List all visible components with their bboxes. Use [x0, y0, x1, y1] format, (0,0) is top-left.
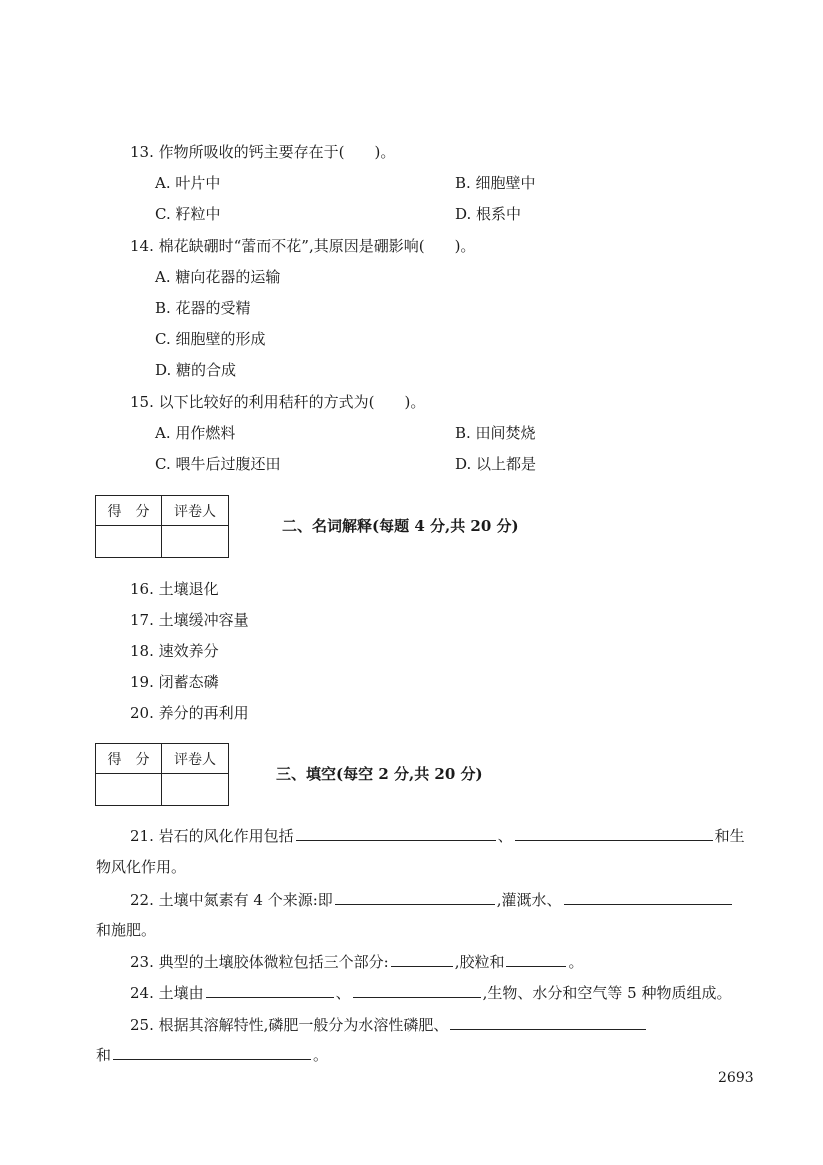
question-14-option-d: D. 糖的合成 — [155, 361, 237, 379]
question-15-option-a: A. 用作燃料 — [155, 424, 236, 442]
fill-question-24 — [130, 983, 732, 1003]
fill-question-23 — [130, 952, 583, 972]
question-14-option-b: B. 花器的受精 — [155, 299, 251, 317]
page-number: 2693 — [718, 1070, 754, 1086]
fill-question-21 — [130, 826, 745, 846]
question-13-option-c: C. 籽粒中 — [155, 205, 221, 223]
score-cell[interactable] — [96, 774, 162, 806]
answer-blank[interactable] — [506, 952, 566, 967]
answer-blank[interactable] — [335, 890, 495, 905]
question-15-option-c: C. 喂牛后过腹还田 — [155, 455, 281, 473]
question-15-option-b: B. 田间焚烧 — [455, 424, 536, 442]
section-3-title: 三、填空(每空 2 分,共 20 分) — [276, 765, 483, 783]
question-15-option-d: D. 以上都是 — [455, 455, 537, 473]
score-label: 得 分 — [96, 744, 162, 774]
q22-continuation: 和施肥。 — [96, 921, 157, 939]
grader-label: 评卷人 — [162, 744, 229, 774]
answer-blank[interactable] — [450, 1015, 646, 1030]
q24-sep: 、 — [335, 984, 351, 1002]
question-13-option-d: D. 根系中 — [455, 205, 522, 223]
answer-blank[interactable] — [391, 952, 453, 967]
question-14-option-a: A. 糖向花器的运输 — [155, 268, 281, 286]
fill-question-25-continuation — [96, 1045, 328, 1065]
grader-cell[interactable] — [162, 774, 229, 806]
term-item: 20. 养分的再利用 — [130, 704, 249, 722]
q21-continuation: 物风化作用。 — [96, 858, 187, 876]
q22-sep: ,灌溉水、 — [496, 891, 562, 909]
answer-blank[interactable] — [296, 826, 496, 841]
fill-question-22 — [130, 890, 734, 910]
section-2-title: 二、名词解释(每题 4 分,共 20 分) — [282, 517, 519, 535]
q22-text: 22. 土壤中氮素有 4 个来源:即 — [130, 891, 333, 909]
score-cell[interactable] — [96, 526, 162, 558]
q23-sep: ,胶粒和 — [454, 953, 505, 971]
term-item: 17. 土壤缓冲容量 — [130, 611, 249, 629]
answer-blank[interactable] — [206, 983, 334, 998]
fill-question-25 — [130, 1015, 648, 1035]
term-item: 16. 土壤退化 — [130, 580, 219, 598]
question-15-stem: 15. 以下比较好的利用秸秆的方式为( )。 — [130, 393, 426, 411]
q21-sep: 、 — [497, 827, 513, 845]
q21-tail: 和生 — [714, 827, 745, 845]
question-13-option-a: A. 叶片中 — [155, 174, 221, 192]
grader-cell[interactable] — [162, 526, 229, 558]
score-table-section-2 — [95, 495, 229, 558]
q23-end: 。 — [568, 953, 584, 971]
q23-text: 23. 典型的土壤胶体微粒包括三个部分: — [130, 953, 389, 971]
q25-end: 。 — [313, 1046, 329, 1064]
grader-label: 评卷人 — [162, 496, 229, 526]
answer-blank[interactable] — [515, 826, 713, 841]
score-table-section-3 — [95, 743, 229, 806]
answer-blank[interactable] — [113, 1045, 311, 1060]
q24-end: ,生物、水分和空气等 5 种物质组成。 — [482, 984, 732, 1002]
question-14-option-c: C. 细胞壁的形成 — [155, 330, 266, 348]
q25-text: 25. 根据其溶解特性,磷肥一般分为水溶性磷肥、 — [130, 1016, 449, 1034]
question-13-option-b: B. 细胞壁中 — [455, 174, 536, 192]
answer-blank[interactable] — [353, 983, 481, 998]
q21-text: 21. 岩石的风化作用包括 — [130, 827, 294, 845]
q24-text: 24. 土壤由 — [130, 984, 204, 1002]
question-14-stem: 14. 棉花缺硼时“蕾而不花”,其原因是硼影响( )。 — [130, 237, 476, 255]
score-label: 得 分 — [96, 496, 162, 526]
answer-blank[interactable] — [564, 890, 732, 905]
q25-cont: 和 — [96, 1046, 112, 1064]
term-item: 18. 速效养分 — [130, 642, 219, 660]
question-13-stem: 13. 作物所吸收的钙主要存在于( )。 — [130, 143, 396, 161]
term-item: 19. 闭蓄态磷 — [130, 673, 219, 691]
